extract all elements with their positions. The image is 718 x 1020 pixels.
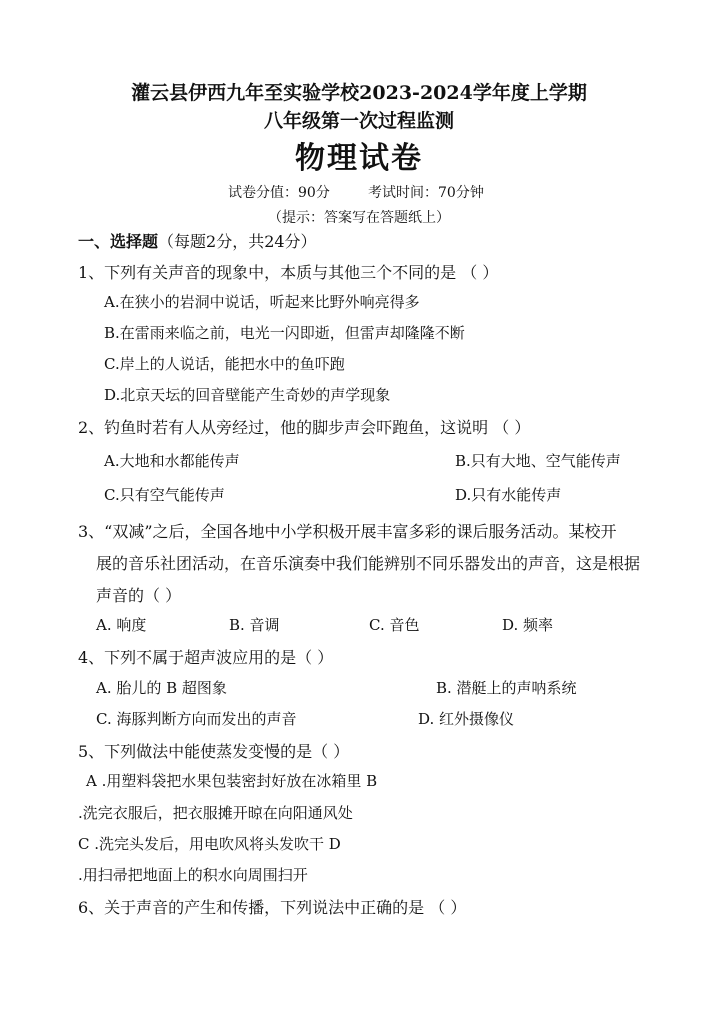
question-3-line-3: 声音的（ ） [96,586,182,605]
q3-option-b: B. 音调 [229,616,280,634]
q3-option-a: A. 响度 [96,616,147,634]
q2-option-c: C.只有空气能传声 [104,486,225,504]
q1-option-a: A.在狭小的岩洞中说话，听起来比野外响亮得多 [104,293,420,311]
school-line: 灌云县伊西九年至实验学校2023-2024学年度上学期 [131,82,587,104]
q1-option-c: C.岸上的人说话，能把水中的鱼吓跑 [104,355,345,373]
grade-line: 八年级第一次过程监测 [263,110,454,132]
q2-option-a: A.大地和水都能传声 [104,452,240,470]
q3-option-d: D. 频率 [502,616,554,634]
time-info: 考试时间：70分钟 [368,185,484,201]
q5-line-3: C .洗完头发后，用电吹风将头发吹干 D [78,835,341,853]
section-title: 一、选择题 [78,232,159,251]
q4-option-c: C. 海豚判断方向而发出的声音 [96,710,297,728]
question-5-stem: 5、下列做法中能使蒸发变慢的是（ ） [78,742,350,761]
question-3-line-2: 展的音乐社团活动，在音乐演奏中我们能辨别不同乐器发出的声音，这是根据 [96,554,641,573]
question-1-stem: 1、下列有关声音的现象中，本质与其他三个不同的是 （ ） [78,263,499,282]
q1-option-d: D.北京天坛的回音壁能产生奇妙的声学现象 [104,386,391,404]
q5-line-2: .洗完衣服后，把衣服摊开晾在向阳通风处 [78,804,353,822]
question-3-line-1: 3、“双减”之后，全国各地中小学积极开展丰富多彩的课后服务活动。某校开 [78,522,617,541]
q2-option-d: D.只有水能传声 [455,486,562,504]
section-heading [78,229,317,252]
hint-text: （提示：答案写在答题纸上） [268,210,450,226]
question-4-stem: 4、下列不属于超声波应用的是（ ） [78,648,334,667]
question-2-stem: 2、钓鱼时若有人从旁经过，他的脚步声会吓跑鱼，这说明 （ ） [78,418,531,437]
q5-line-1: A .用塑料袋把水果包装密封好放在冰箱里 B [86,772,378,790]
subject-title: 物理试卷 [295,141,423,176]
q2-option-b: B.只有大地、空气能传声 [455,452,621,470]
q4-option-d: D. 红外摄像仪 [418,710,515,728]
q4-option-a: A. 胎儿的 B 超图象 [96,679,227,697]
q5-line-4: .用扫帚把地面上的积水向周围扫开 [78,866,308,884]
question-6-stem: 6、关于声音的产生和传播，下列说法中正确的是 （ ） [78,898,467,917]
q1-option-b: B.在雷雨来临之前，电光一闪即逝，但雷声却隆隆不断 [104,324,465,342]
q3-option-c: C. 音色 [369,616,420,634]
score-info: 试卷分值：90分 [228,185,330,201]
q4-option-b: B. 潜艇上的声呐系统 [436,679,577,697]
section-note: （每题2分，共24分） [158,232,317,251]
